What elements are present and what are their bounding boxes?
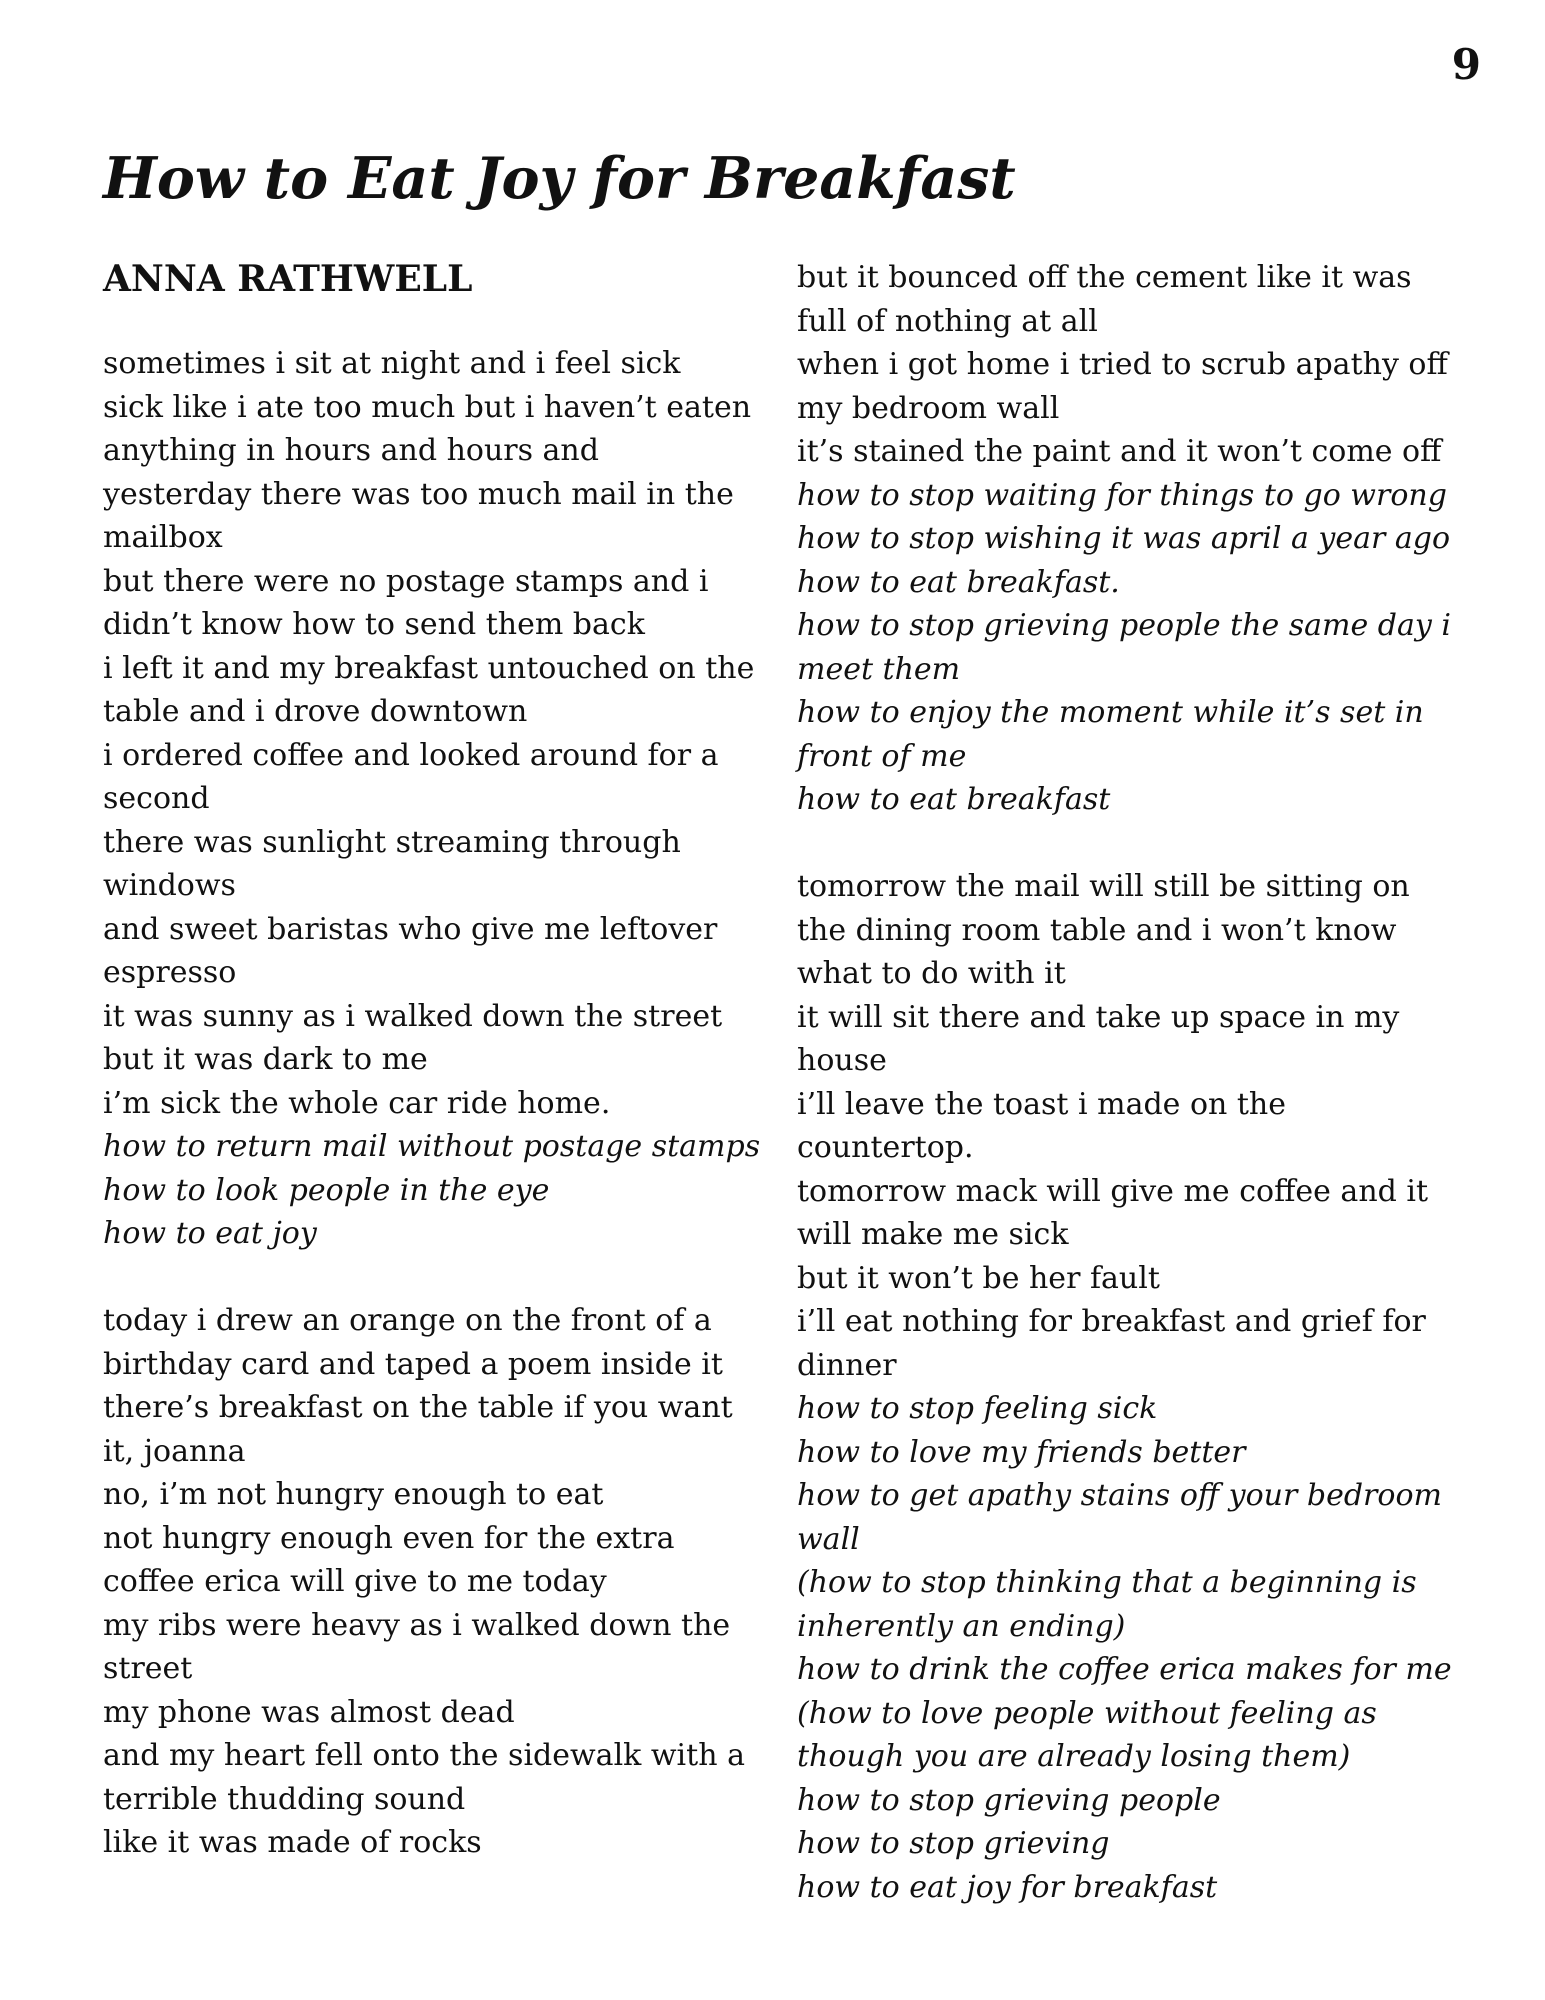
poem-line: it was sunny as i walked down the street [103,998,723,1034]
poem-line-italic: how to return mail without postage stamps [103,1129,761,1164]
poem-line-italic: though you are already losing them) [797,1739,1351,1774]
poem-line: i’ll eat nothing for breakfast and grief for [797,1304,1426,1339]
poem-line: second [103,781,210,816]
poem-line: like it was made of rocks [103,1825,482,1860]
poem-line-italic: how to enjoy the moment while it’s set in [797,695,1424,730]
poem-line-italic: how to love my friends better [797,1434,1246,1470]
poem-line-italic: how to eat joy for breakfast [797,1869,1218,1905]
poem-line-italic: how to eat breakfast [797,782,1111,817]
poem-line: yesterday there was too much mail in the [103,476,734,512]
poem-line: full of nothing at all [797,303,1098,339]
poem-line: coffee erica will give to me today [103,1564,607,1599]
poem-line: sometimes i sit at night and i feel sick [103,346,681,381]
poem-line: anything in hours and hours and [103,433,599,468]
poem-line: the dining room table and i won’t know [797,912,1397,948]
poem-line-italic: how to eat breakfast. [797,564,1120,600]
poem-line-italic: how to stop grieving people the same day i [797,608,1451,643]
poem-line: no, i’m not hungry enough to eat [103,1477,604,1512]
poem-line-italic: meet them [797,651,961,687]
poem-line: and my heart fell onto the sidewalk with a [103,1738,745,1773]
poem-line: countertop. [797,1130,974,1165]
poem-line-italic: how to get apathy stains off your bedroom [797,1478,1442,1513]
poem-line: there’s breakfast on the table if you want [103,1390,733,1425]
poem-line: it will sit there and take up space in my [797,999,1400,1035]
poem-line: sick like i ate too much but i haven’t eaten [103,389,752,425]
poem-line: my ribs were heavy as i walked down the [103,1607,731,1643]
poem-line: it, joanna [103,1433,246,1469]
poem-line-italic: how to stop wishing it was april a year ago [797,521,1451,556]
author-name: ANNA RATHWELL [103,258,473,300]
poem-line-italic: how to look people in the eye [103,1172,550,1208]
poem-line: street [103,1651,193,1686]
poem-column-right [797,256,1497,1909]
poem-line: tomorrow mack will give me coffee and it [797,1173,1429,1209]
poem-line: there was sunlight streaming through [103,824,681,860]
poem-line-italic: (how to stop thinking that a beginning is [797,1565,1417,1600]
poem-line: but it bounced off the cement like it was [797,260,1412,295]
poem-line-italic: how to stop waiting for things to go wrong [797,477,1447,513]
poem-line: today i drew an orange on the front of a [103,1303,712,1338]
poem-line: i’ll leave the toast i made on the [797,1086,1286,1122]
poem-line-italic: how to drink the coffee erica makes for me [797,1652,1452,1687]
poem-line: what to do with it [797,956,1066,991]
poem-line-italic: how to eat joy [103,1216,317,1251]
poem-line: espresso [103,955,237,990]
poem-line: will make me sick [797,1217,1069,1252]
poem-line: my bedroom wall [797,390,1060,426]
poem-line: table and i drove downtown [103,694,528,729]
poem-line: i left it and my breakfast untouched on the [103,650,755,686]
poem-line: birthday card and taped a poem inside it [103,1346,723,1382]
poem-line-italic: wall [797,1521,860,1557]
poem-line: when i got home i tried to scrub apathy off [797,347,1448,382]
poem-line: mailbox [103,520,223,555]
poem-line: windows [103,868,236,903]
poem-line: and sweet baristas who give me leftover [103,911,718,947]
poem-line: my phone was almost dead [103,1694,515,1730]
page-number: 9 [1451,40,1481,89]
poem-line: it’s stained the paint and it won’t come off [797,434,1442,469]
poem-line: didn’t know how to send them back [103,607,645,642]
poem-line-italic: how to stop feeling sick [797,1391,1158,1426]
poem-line-italic: inherently an ending) [797,1608,1126,1644]
poem-column-left [103,342,783,1865]
stanza-break [797,822,1497,866]
poem-line: dinner [797,1347,897,1383]
poem-line: tomorrow the mail will still be sitting on [797,869,1410,904]
poem-line: i’m sick the whole car ride home. [103,1085,611,1121]
poem-line: not hungry enough even for the extra [103,1520,675,1556]
poem-line-italic: (how to love people without feeling as [797,1695,1377,1731]
poem-line: i ordered coffee and looked around for a [103,737,719,773]
poem-line: but it won’t be her fault [797,1260,1160,1296]
poem-line: but it was dark to me [103,1042,428,1077]
poem-line: house [797,1043,887,1078]
poem-line: terrible thudding sound [103,1781,466,1817]
poem-line-italic: how to stop grieving [797,1826,1110,1861]
stanza-break [103,1256,783,1300]
poem-line-italic: how to stop grieving people [797,1782,1221,1818]
poem-line: but there were no postage stamps and i [103,563,709,599]
poem-line-italic: front of me [797,738,967,774]
poem-title: How to Eat Joy for Breakfast [103,145,1016,212]
